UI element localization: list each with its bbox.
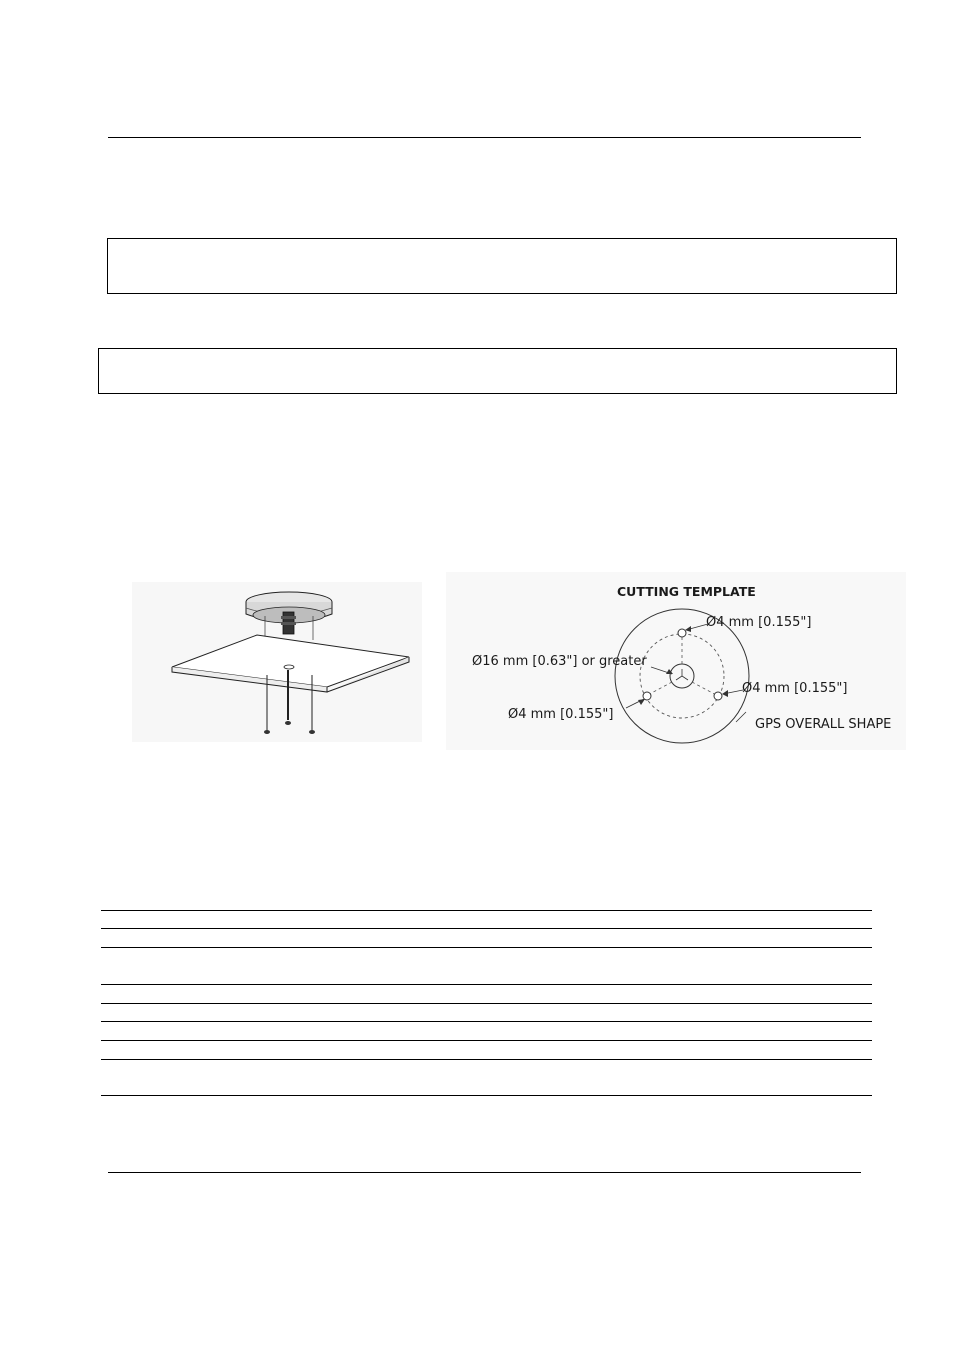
note-box-1 (107, 238, 897, 294)
center-hole-label: 16 mm [0.63"] or greater (482, 654, 647, 669)
bolt-hole-top (678, 629, 686, 637)
header-rule (108, 137, 861, 138)
svg-text:Ø4 mm [0.155"]: Ø4 mm [0.155"] (742, 681, 848, 696)
hole-right-label: 4 mm [0.155"] (752, 681, 848, 696)
template-title: CUTTING TEMPLATE (617, 584, 756, 599)
outline-label: GPS OVERALL SHAPE (755, 717, 892, 732)
table-rule (101, 1059, 872, 1060)
footer-rule (108, 1172, 861, 1173)
table-rule (101, 984, 872, 985)
table-rule (101, 1021, 872, 1022)
note-box-2 (98, 348, 897, 394)
table-rule (101, 1040, 872, 1041)
cutting-template (446, 572, 906, 750)
bolt-hole-right (714, 692, 722, 700)
table-rule (101, 1095, 872, 1096)
hole-top-label: 4 mm [0.155"] (716, 615, 812, 630)
hole-left-label: 4 mm [0.155"] (518, 707, 614, 722)
svg-text:Ø16 mm [0.63"] or greater: Ø16 mm [0.63"] or greater (472, 654, 647, 669)
bolt-hole-left (643, 692, 651, 700)
table-rule (101, 947, 872, 948)
mounting-illustration (132, 582, 422, 742)
table-rule (101, 928, 872, 929)
svg-text:Ø4 mm [0.155"]: Ø4 mm [0.155"] (706, 615, 812, 630)
table-rule (101, 1003, 872, 1004)
svg-text:Ø4 mm [0.155"]: Ø4 mm [0.155"] (508, 707, 614, 722)
table-rule (101, 910, 872, 911)
